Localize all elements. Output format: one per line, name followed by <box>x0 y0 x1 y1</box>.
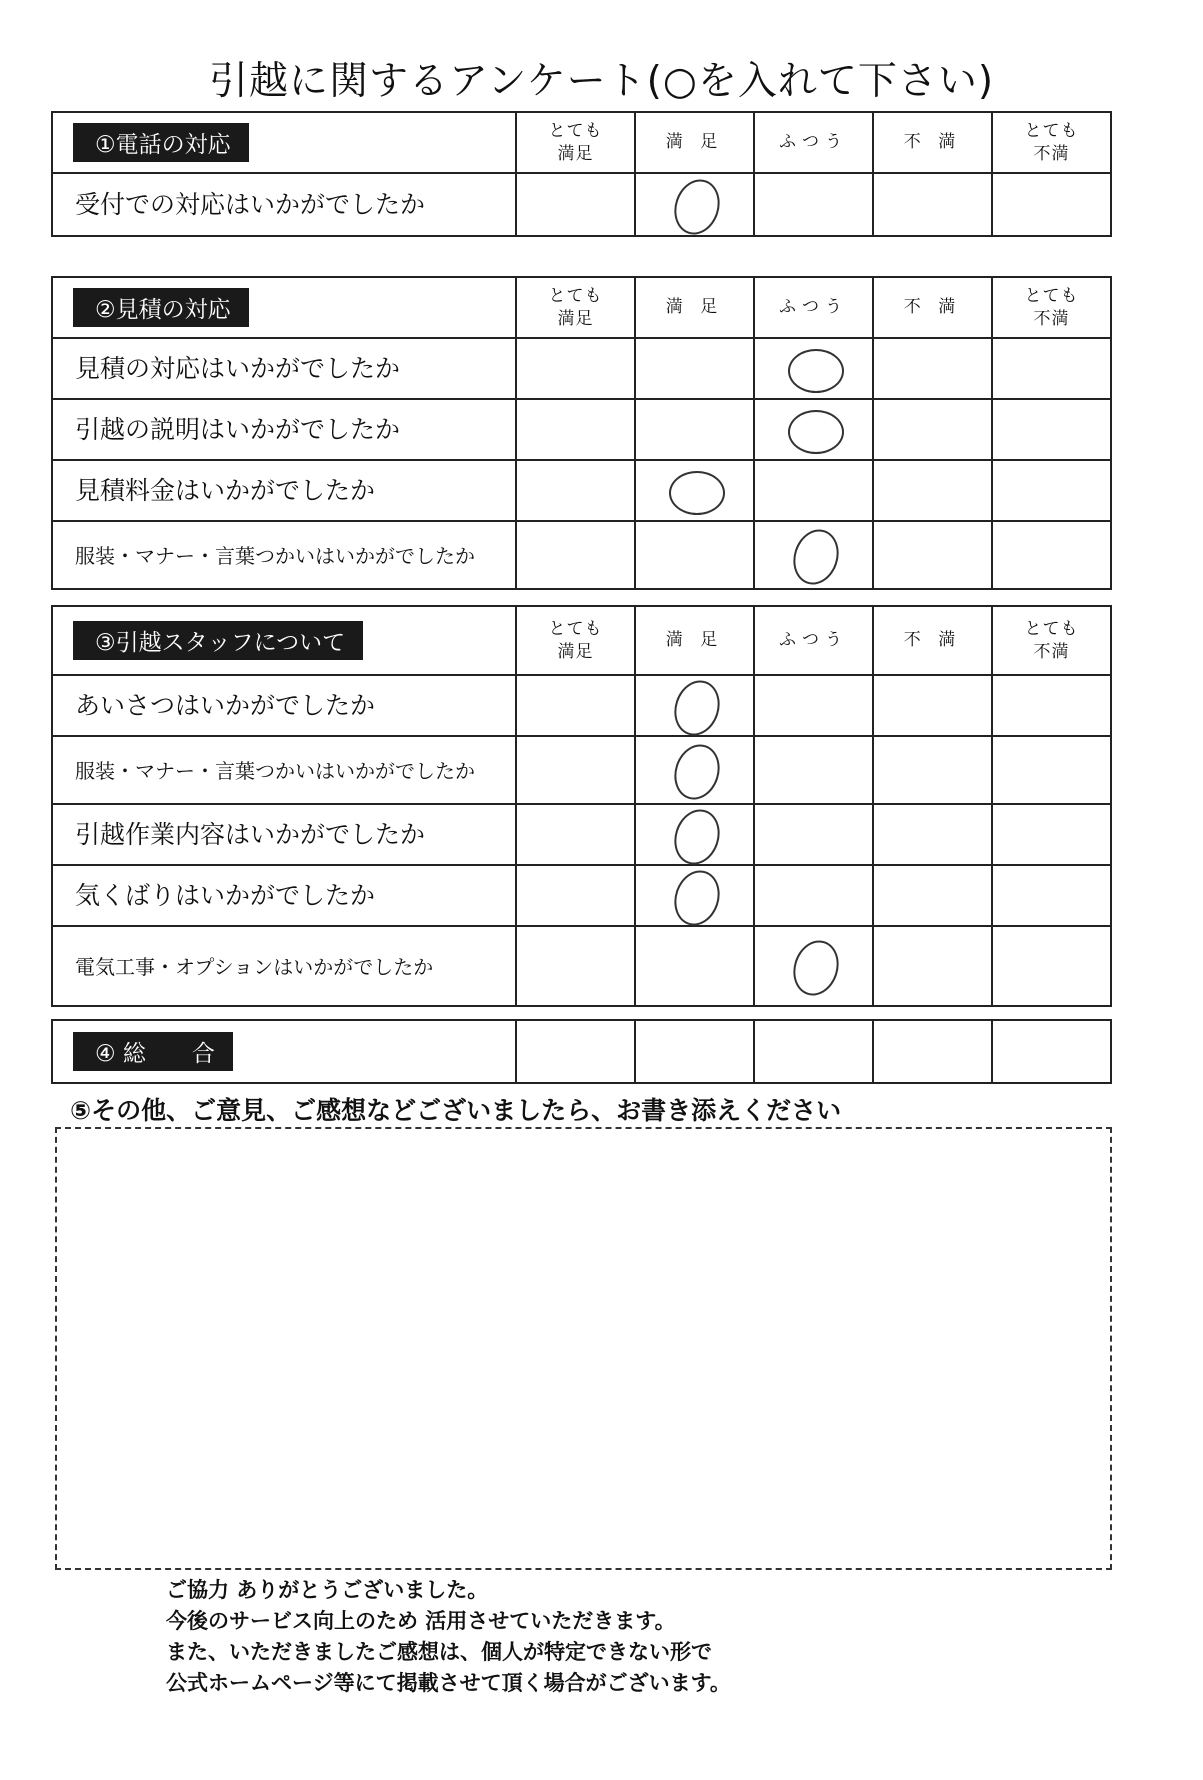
rating-cell[interactable] <box>754 460 873 521</box>
question-text: 引越作業内容はいかがでしたか <box>52 804 516 865</box>
question-text: 見積料金はいかがでしたか <box>52 460 516 521</box>
question-row <box>52 736 1111 804</box>
rating-cell[interactable] <box>516 173 635 236</box>
rating-cell[interactable] <box>635 460 754 521</box>
question-row <box>52 338 1111 399</box>
rating-cell[interactable] <box>992 1020 1111 1083</box>
rating-cell[interactable] <box>516 736 635 804</box>
rating-cell[interactable] <box>992 173 1111 236</box>
col-very-satisfied: とても 満足 <box>516 112 635 173</box>
question-text: 服装・マナー・言葉つかいはいかがでしたか <box>52 736 516 804</box>
question-text: 服装・マナー・言葉つかいはいかがでしたか <box>52 521 516 589</box>
question-row <box>52 804 1111 865</box>
question-row <box>52 173 1111 236</box>
col-dissatisfied: 不 満 <box>873 277 992 338</box>
selected-circle-mark <box>788 410 844 454</box>
rating-cell[interactable] <box>992 865 1111 926</box>
rating-cell[interactable] <box>873 675 992 736</box>
rating-cell[interactable] <box>635 736 754 804</box>
rating-cell[interactable] <box>516 338 635 399</box>
question-text: 引越の説明はいかがでしたか <box>52 399 516 460</box>
section-label: ③引越スタッフについて <box>73 621 363 660</box>
rating-cell[interactable] <box>635 399 754 460</box>
rating-cell[interactable] <box>754 675 873 736</box>
selected-circle-mark <box>786 935 845 1002</box>
section-estimate-table <box>51 276 1112 590</box>
rating-cell[interactable] <box>992 736 1111 804</box>
rating-cell[interactable] <box>992 926 1111 1006</box>
section-overall-table <box>51 1019 1112 1084</box>
col-neutral: ふつう <box>754 112 873 173</box>
footer-note <box>166 1575 731 1699</box>
selected-circle-mark <box>667 674 726 741</box>
section-phone-table <box>51 111 1112 237</box>
rating-cell[interactable] <box>754 399 873 460</box>
col-very-dissatisfied: とても 不満 <box>992 277 1111 338</box>
rating-cell[interactable] <box>516 521 635 589</box>
rating-cell[interactable] <box>754 521 873 589</box>
col-very-dissatisfied: とても 不満 <box>992 112 1111 173</box>
col-very-satisfied: とても 満足 <box>516 277 635 338</box>
rating-cell[interactable] <box>873 736 992 804</box>
rating-cell[interactable] <box>873 173 992 236</box>
rating-cell[interactable] <box>516 804 635 865</box>
section-label: ②見積の対応 <box>73 288 249 327</box>
rating-cell[interactable] <box>873 926 992 1006</box>
question-text: 受付での対応はいかがでしたか <box>52 173 516 236</box>
section-header <box>52 606 516 675</box>
section-header <box>52 1020 516 1083</box>
col-satisfied: 満 足 <box>635 112 754 173</box>
rating-cell[interactable] <box>754 338 873 399</box>
col-dissatisfied: 不 満 <box>873 606 992 675</box>
section-label: ④ 総 合 <box>73 1032 233 1071</box>
section-label: ①電話の対応 <box>73 123 249 162</box>
rating-cell[interactable] <box>635 865 754 926</box>
rating-cell[interactable] <box>873 338 992 399</box>
section-header <box>52 112 516 173</box>
rating-cell[interactable] <box>992 460 1111 521</box>
section-header <box>52 277 516 338</box>
rating-cell[interactable] <box>992 675 1111 736</box>
rating-cell[interactable] <box>992 399 1111 460</box>
footer-line: ご協力 ありがとうございました。 <box>166 1578 489 1602</box>
question-text: あいさつはいかがでしたか <box>52 675 516 736</box>
footer-line: 今後のサービス向上のため 活用させていただきます。 <box>166 1609 676 1633</box>
rating-cell[interactable] <box>992 338 1111 399</box>
question-row <box>52 865 1111 926</box>
rating-cell[interactable] <box>754 804 873 865</box>
col-satisfied: 満 足 <box>635 606 754 675</box>
question-row <box>52 460 1111 521</box>
comments-box[interactable] <box>55 1127 1112 1570</box>
selected-circle-mark <box>667 864 726 931</box>
rating-cell[interactable] <box>635 338 754 399</box>
rating-cell[interactable] <box>873 865 992 926</box>
rating-cell[interactable] <box>992 521 1111 589</box>
question-row <box>52 675 1111 736</box>
question-text: 見積の対応はいかがでしたか <box>52 338 516 399</box>
survey-title: 引越に関するアンケート(○を入れて下さい) <box>208 59 995 104</box>
rating-cell[interactable] <box>754 736 873 804</box>
rating-cell[interactable] <box>873 804 992 865</box>
rating-cell[interactable] <box>516 865 635 926</box>
rating-cell[interactable] <box>635 804 754 865</box>
section-staff-table <box>51 605 1112 1007</box>
rating-cell[interactable] <box>516 675 635 736</box>
rating-cell[interactable] <box>635 926 754 1006</box>
rating-cell[interactable] <box>635 675 754 736</box>
rating-cell[interactable] <box>873 1020 992 1083</box>
selected-circle-mark <box>667 803 726 870</box>
rating-cell[interactable] <box>516 1020 635 1083</box>
comments-heading: ⑤その他、ご意見、ご感想などございましたら、お書き添えください <box>70 1096 842 1125</box>
rating-cell[interactable] <box>873 399 992 460</box>
col-neutral: ふつう <box>754 606 873 675</box>
selected-circle-mark <box>669 471 725 515</box>
rating-cell[interactable] <box>754 173 873 236</box>
rating-cell[interactable] <box>516 399 635 460</box>
question-text: 気くばりはいかがでしたか <box>52 865 516 926</box>
rating-cell[interactable] <box>635 1020 754 1083</box>
col-satisfied: 満 足 <box>635 277 754 338</box>
col-very-satisfied: とても 満足 <box>516 606 635 675</box>
col-neutral: ふつう <box>754 277 873 338</box>
col-very-dissatisfied: とても 不満 <box>992 606 1111 675</box>
footer-line: 公式ホームページ等にて掲載させて頂く場合がございます。 <box>166 1671 731 1695</box>
footer-line: また、いただきましたご感想は、個人が特定できない形で <box>166 1640 712 1664</box>
rating-cell[interactable] <box>754 926 873 1006</box>
rating-cell[interactable] <box>516 460 635 521</box>
rating-cell[interactable] <box>754 865 873 926</box>
question-row <box>52 521 1111 589</box>
rating-cell[interactable] <box>635 173 754 236</box>
selected-circle-mark <box>788 349 844 393</box>
rating-cell[interactable] <box>516 926 635 1006</box>
rating-cell[interactable] <box>873 460 992 521</box>
col-dissatisfied: 不 満 <box>873 112 992 173</box>
question-row <box>52 926 1111 1006</box>
rating-cell[interactable] <box>635 521 754 589</box>
question-text: 電気工事・オプションはいかがでしたか <box>52 926 516 1006</box>
selected-circle-mark <box>667 173 726 240</box>
rating-cell[interactable] <box>873 521 992 589</box>
selected-circle-mark <box>786 524 845 591</box>
rating-cell[interactable] <box>992 804 1111 865</box>
question-row <box>52 1020 1111 1083</box>
question-row <box>52 399 1111 460</box>
selected-circle-mark <box>667 739 726 806</box>
rating-cell[interactable] <box>754 1020 873 1083</box>
